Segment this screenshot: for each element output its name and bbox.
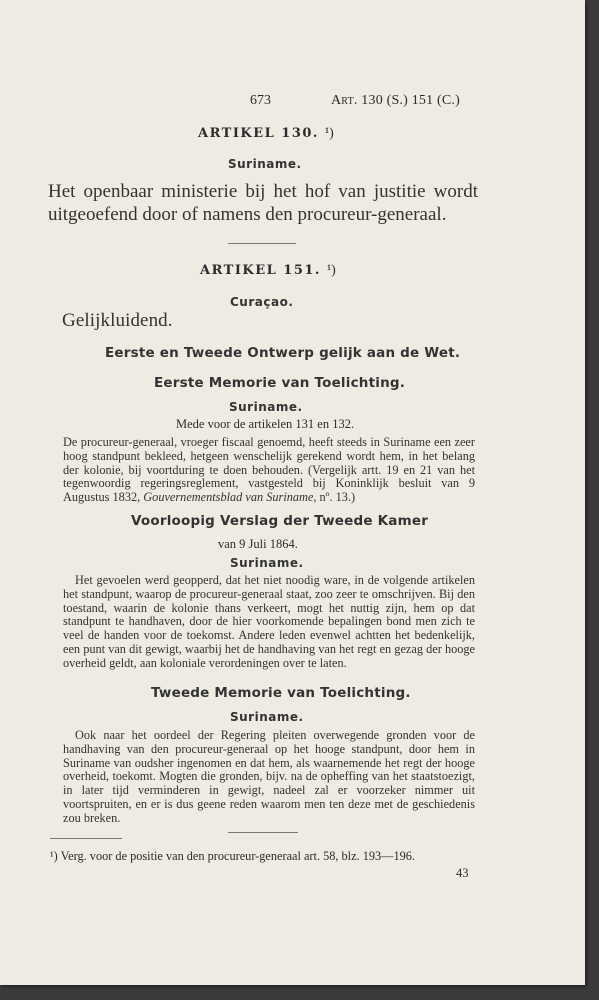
article-reference: Art. 130 (S.) 151 (C.) bbox=[331, 93, 460, 108]
footnote-mark: ¹) bbox=[50, 849, 58, 863]
memorie1-intro: Mede voor de artikelen 131 en 132. bbox=[176, 417, 355, 431]
memorie2-region: Suriname. bbox=[230, 710, 304, 724]
footnote-text: Verg. voor de positie van den procureur-generaal art. 58, blz. 193—196. bbox=[60, 849, 415, 863]
memorie1-paragraph bbox=[63, 436, 475, 505]
article-130-region: Suriname. bbox=[228, 157, 302, 171]
verslag-date: van 9 Juli 1864. bbox=[218, 537, 298, 551]
memorie2-heading: Tweede Memorie van Toelichting. bbox=[151, 685, 411, 701]
memorie1-region: Suriname. bbox=[229, 400, 303, 414]
article-130-footnote-mark: ¹) bbox=[324, 126, 334, 141]
page-number: 673 bbox=[250, 93, 271, 108]
memorie2-paragraph: Ook naar het oordeel der Regering pleiten overwegende gronden voor de handhaving van den procureur-generaal op het hooge standpunt, door hem in Suriname van oudsher ingenomen en dat hem, als waarnemende het regt der hooge overheid, toekomt. Mogten die gronden, bijv. na de opheffing van het staatstoezigt, in later tijd verminderen in gewigt, nadeel zal er voorzeker nimmer uit voortspruiten, en er is dus geene reden waarom men ten deze met de geschiedenis zou breken. bbox=[63, 728, 475, 825]
article-130-text: Het openbaar ministerie bij het hof van justitie wordt uitgeoefend door of namens den procureur-generaal. bbox=[48, 181, 478, 225]
article-151-region: Curaçao. bbox=[230, 295, 294, 309]
memorie1-text: De procureur-generaal, vroeger fiscaal genoemd, heeft steeds in Suriname een zeer hoog standpunt bekleed, hetgeen wenschelijk gerekend wordt hem, in het belang der kolonie, bij voortduring te doen behouden. (Vergelijk artt. 19 en 21 van het tegenwoordig regeringsreglement, vastgesteld bij Koninklijk besluit van 9 Augustus 1832, bbox=[63, 435, 475, 505]
memorie1-text-end: nº. 13.) bbox=[319, 490, 356, 505]
article-151-heading bbox=[200, 263, 336, 279]
article-151-footnote-mark: ¹) bbox=[326, 263, 336, 278]
signature-mark: 43 bbox=[456, 866, 469, 880]
article-130-title: ARTIKEL 130. bbox=[198, 126, 319, 141]
verslag-paragraph: Het gevoelen werd geopperd, dat het niet noodig ware, in de volgende artikelen het standpunt, waarop de procureur-generaal staat, zoo zeer te omschrijven. Bij den toestand, waarin de kolonie thans verkeert, mogt het nuttig zijn, hem op dat standpunt te handhaven, door de hier voorkomende bepalingen bond men zich te veel de handen voor de toekomst. Andere leden evenwel achtten het bedenkelijk, een punt van dit gewigt, waarbij het de handhaving van het regt en gezag der hooge overheid geldt, aan koloniale verordeningen over te laten. bbox=[63, 573, 475, 670]
verslag-region: Suriname. bbox=[230, 556, 304, 570]
verslag-heading: Voorloopig Verslag der Tweede Kamer bbox=[131, 513, 429, 529]
memorie1-text-italic: Gouvernementsblad van Suriname, bbox=[143, 490, 317, 505]
footnote-rule-left bbox=[50, 838, 122, 839]
article-151-text: Gelijkluidend. bbox=[62, 310, 173, 331]
article-151-title: ARTIKEL 151. bbox=[200, 263, 321, 278]
section-divider bbox=[228, 243, 296, 244]
footnote-rule-center bbox=[228, 832, 298, 833]
ontwerp-heading: Eerste en Tweede Ontwerp gelijk aan de Wet. bbox=[105, 345, 461, 361]
footnote bbox=[50, 849, 415, 864]
memorie1-heading: Eerste Memorie van Toelichting. bbox=[154, 375, 406, 391]
article-130-heading bbox=[198, 126, 334, 142]
